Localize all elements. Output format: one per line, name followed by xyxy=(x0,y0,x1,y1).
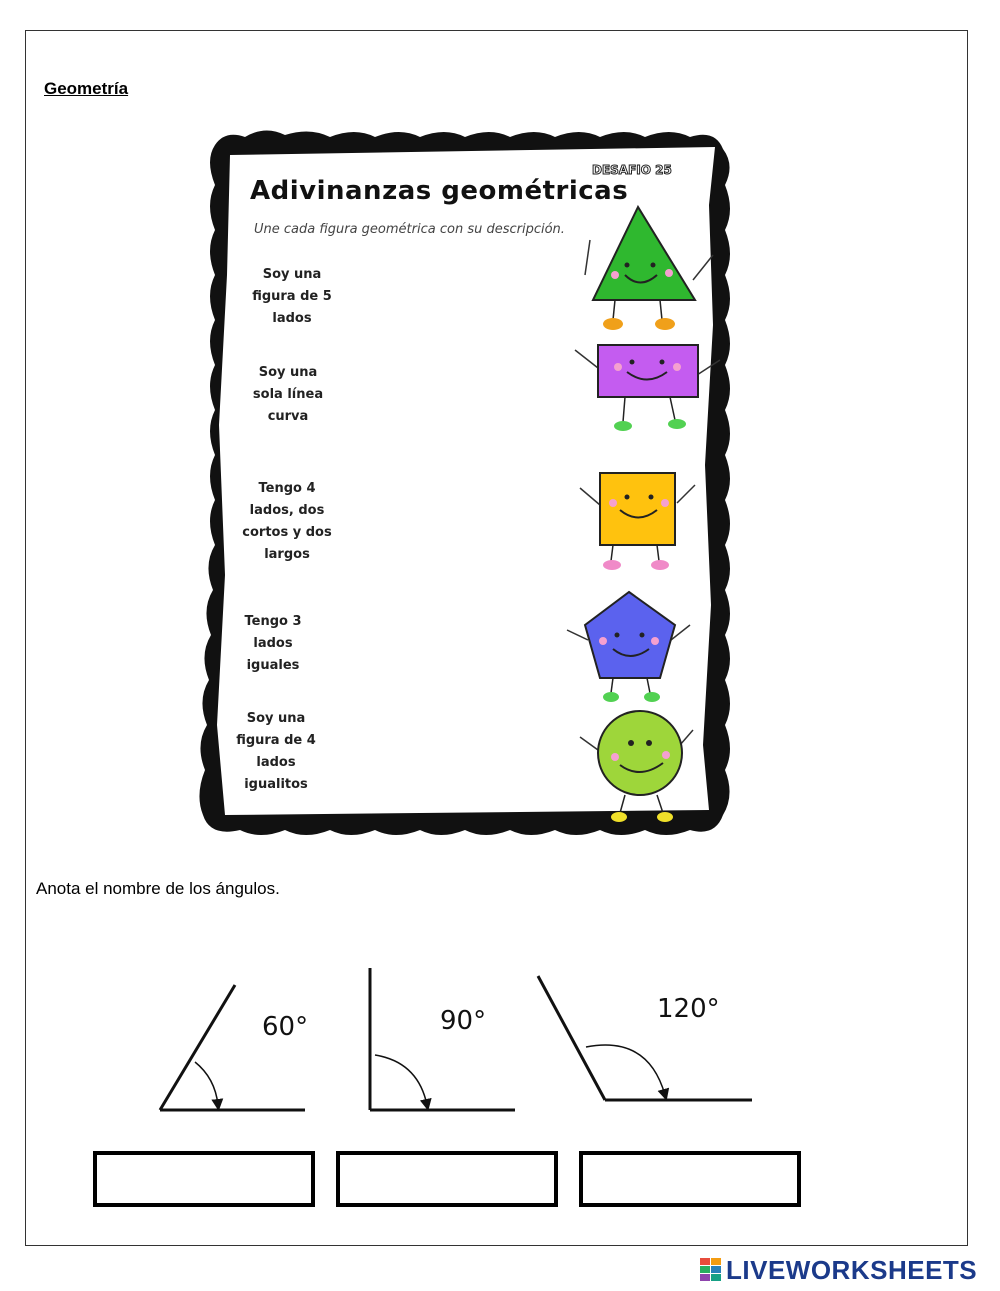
riddle-2: Soy una sola línea curva xyxy=(252,365,324,424)
riddle-4: Tengo 3 lados iguales xyxy=(244,614,302,673)
page-title: Geometría xyxy=(44,79,129,98)
angles-instruction: Anota el nombre de los ángulos. xyxy=(36,879,280,898)
answer-box-90[interactable] xyxy=(336,1151,558,1207)
answer-box-120[interactable] xyxy=(579,1151,801,1207)
angle-120-label: 120° xyxy=(657,994,720,1024)
riddle-1: Soy una figura de 5 lados xyxy=(252,267,332,326)
card-subtitle: Une cada figura geométrica con su descripción. xyxy=(254,222,565,237)
riddle-3: Tengo 4 lados, dos cortos y dos largos xyxy=(242,481,332,562)
riddle-5: Soy una figura de 4 lados igualitos xyxy=(236,711,316,792)
liveworksheets-icon xyxy=(700,1258,722,1282)
angle-60-label: 60° xyxy=(262,1012,309,1042)
angle-90-label: 90° xyxy=(440,1006,487,1036)
brand-logo xyxy=(700,1255,977,1285)
card-title: Adivinanzas geométricas xyxy=(250,176,629,206)
answer-box-60[interactable] xyxy=(93,1151,315,1207)
brand-name: LIVEWORKSHEETS xyxy=(726,1254,978,1285)
challenge-badge: DESAFIO 25 xyxy=(592,163,672,177)
